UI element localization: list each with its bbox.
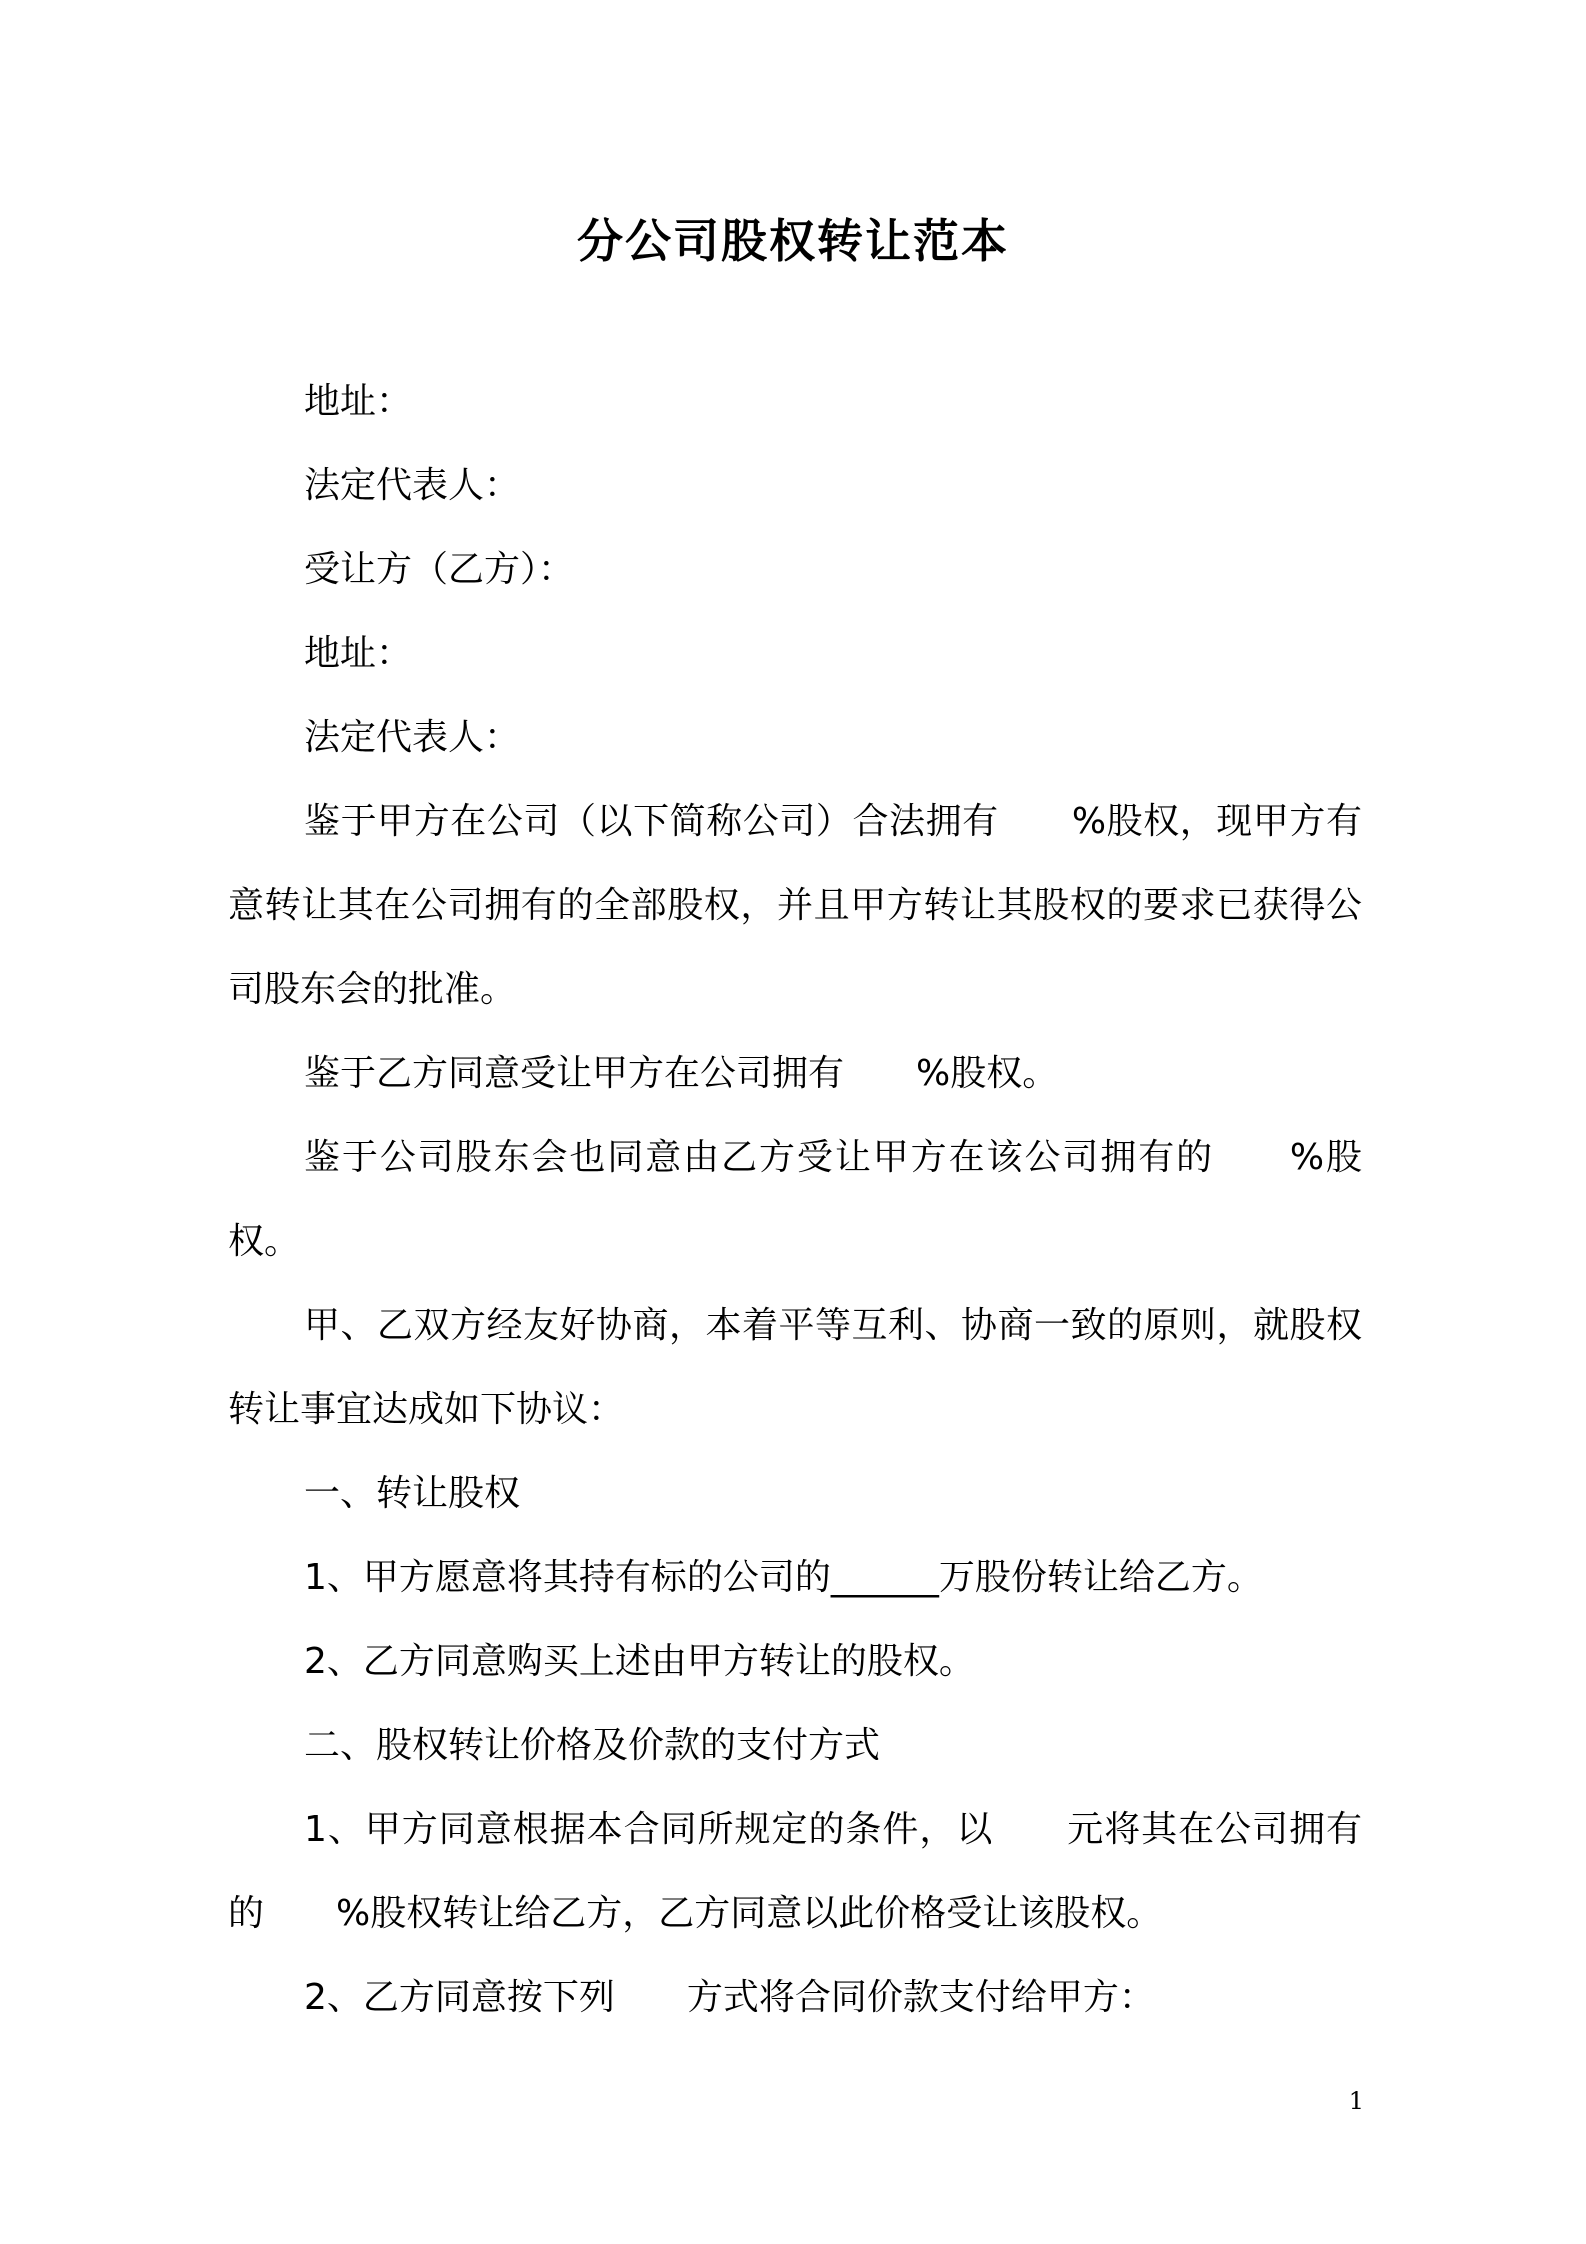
paragraph-transferee-address: 地址： [304,633,413,674]
paragraph-agreement-intro: 甲、乙双方经友好协商，本着平等互利、协商一致的原则，就股权转让事宜达成如下协议： [228,1305,1362,1430]
paragraph-recital-party-a: 鉴于甲方在公司（以下简称公司）合法拥有 %股权，现甲方有意转让其在公司拥有的全部股权，并且甲方转让其股权的要求已获得公司股东会的批准。 [228,801,1362,1010]
document-title: 分公司股权转让范本 [577,214,1009,268]
section-heading-price-payment: 二、股权转让价格及价款的支付方式 [304,1725,881,1766]
paragraph-recital-shareholders: 鉴于公司股东会也同意由乙方受让甲方在该公司拥有的 %股权。 [228,1137,1362,1262]
paragraph-transferor-legal-representative: 法定代表人： [304,465,521,506]
paragraph-transferee: 受让方（乙方）： [304,549,575,590]
document-body [228,360,1362,2040]
clause-2-2: 2、乙方同意按下列 方式将合同价款支付给甲方： [304,1977,1155,2018]
clause-2-1: 1、甲方同意根据本合同所规定的条件，以 元将其在公司拥有的 %股权转让给乙方，乙方同意以此价格受让该股权。 [228,1809,1362,1934]
page-number: 1 [1348,2087,1364,2115]
paragraph-recital-party-b: 鉴于乙方同意受让甲方在公司拥有 %股权。 [304,1053,1059,1094]
paragraph-transferee-legal-representative: 法定代表人： [304,717,521,758]
section-heading-transfer-equity: 一、转让股权 [304,1473,521,1514]
clause-1-2: 2、乙方同意购买上述由甲方转让的股权。 [304,1641,975,1682]
paragraph-transferor-address: 地址： [304,381,413,422]
clause-1-1: 1、甲方愿意将其持有标的公司的______万股份转让给乙方。 [304,1557,1263,1598]
